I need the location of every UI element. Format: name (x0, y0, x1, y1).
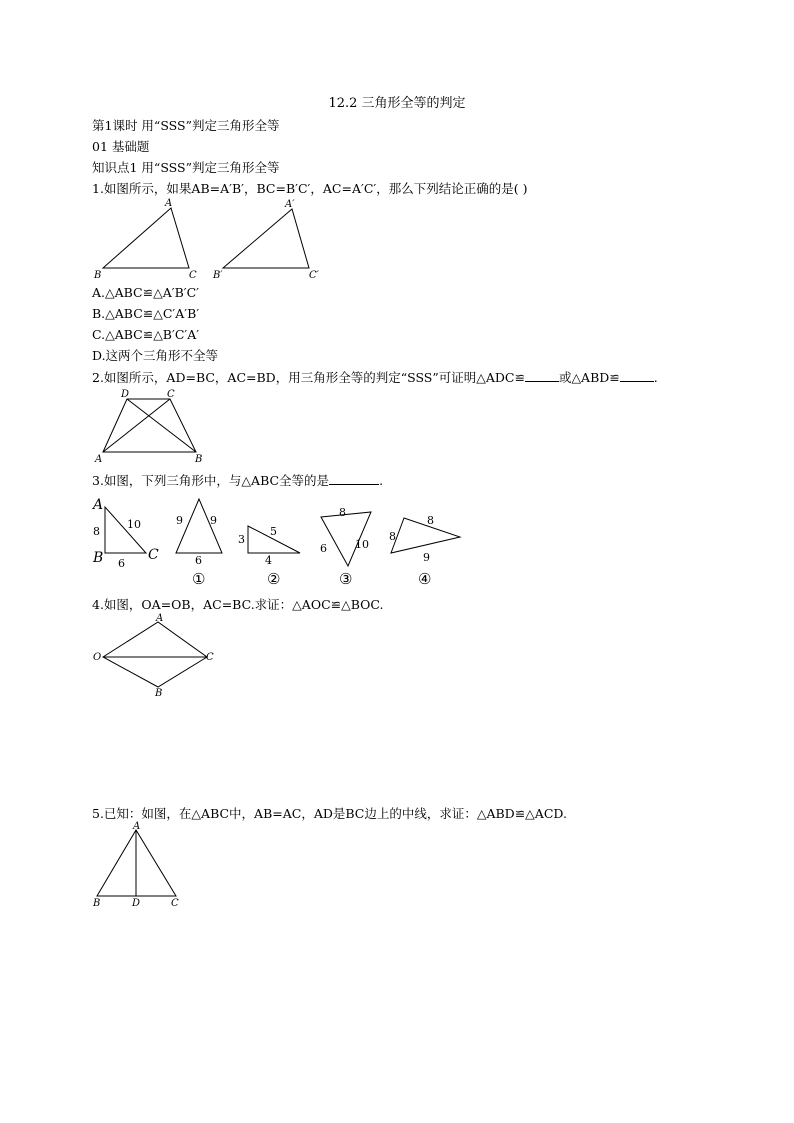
q3-main-side-ac: 10 (127, 518, 141, 531)
q1-label-b: B (94, 270, 102, 281)
q3-marker-4: ④ (418, 570, 432, 588)
q3-main-side-bc: 6 (118, 557, 125, 570)
q4-label-c: C (206, 652, 214, 663)
diagonal-bd (127, 399, 196, 452)
q2-stem-part3: . (653, 370, 658, 385)
q3-stem-part1: 3.如图，下列三角形中，与△ABC全等的是 (92, 473, 330, 488)
q5-label-c: C (171, 898, 179, 909)
q1-label-c1: C′ (309, 270, 319, 281)
q4-kite (103, 622, 207, 687)
q5-label-d: D (132, 898, 141, 909)
q2-label-c: C (167, 389, 175, 400)
q3-fig2-side-bottom: 4 (265, 554, 272, 567)
q2-figure (92, 388, 212, 464)
q1-option-c: C.△ABC≌△B′C′A′ (92, 327, 200, 342)
section-heading: 01 基础题 (92, 139, 150, 154)
q4-figure (90, 612, 220, 698)
q3-stem (92, 472, 383, 489)
q2-blank-2 (620, 369, 654, 382)
q1-option-b: B.△ABC≌△C′A′B′ (92, 306, 200, 321)
q1-option-d: D.这两个三角形不全等 (92, 348, 219, 363)
q4-label-o: O (93, 652, 102, 663)
q4-label-a: A (156, 613, 164, 624)
q3-fig3-side-top: 8 (339, 506, 346, 519)
q3-fig2-side-left: 3 (238, 533, 245, 546)
q3-fig1-side-bottom: 6 (195, 554, 202, 567)
q3-label-a: A (93, 497, 104, 513)
q3-fig3-side-left: 6 (320, 542, 327, 555)
q2-label-b: B (195, 454, 203, 465)
q1-label-a: A (165, 198, 173, 209)
q1-figure (92, 198, 332, 280)
q2-stem (92, 369, 658, 386)
lesson-heading: 第1课时 用“SSS”判定三角形全等 (92, 118, 280, 133)
q5-label-a: A (133, 821, 141, 832)
q2-label-d: D (121, 389, 130, 400)
trapezoid-abcd (103, 399, 196, 452)
q3-stem-part2: . (379, 473, 384, 488)
q2-blank-1 (525, 369, 559, 382)
q2-label-a: A (95, 454, 103, 465)
triangle-abc (103, 208, 189, 268)
q3-fig2-side-hyp: 5 (270, 525, 277, 538)
q4-label-b: B (155, 688, 163, 699)
page-title: 12.2 三角形全等的判定 (328, 96, 466, 111)
q1-label-c: C (189, 270, 197, 281)
q1-stem: 1.如图所示，如果AB=A′B′，BC=B′C′，AC=A′C′，那么下列结论正确的是( ) (92, 181, 528, 196)
q3-fig4-side-bottom: 9 (423, 551, 430, 564)
q1-label-b1: B′ (213, 270, 223, 281)
q3-blank (329, 472, 379, 485)
q3-marker-2: ② (267, 570, 281, 588)
q1-option-a: A.△ABC≌△A′B′C′ (92, 285, 200, 300)
triangle-a1b1c1 (223, 209, 309, 268)
q2-stem-part2: 或△ABD≌ (558, 370, 620, 385)
diagonal-ac (103, 399, 170, 452)
q3-label-c: C (148, 547, 159, 563)
q1-label-a1: A′ (285, 199, 295, 210)
q3-label-b: B (93, 550, 104, 566)
q3-fig1-side-left: 9 (176, 514, 183, 527)
q3-fig4-side-left: 8 (389, 530, 396, 543)
q3-fig1-side-right: 9 (210, 514, 217, 527)
q3-marker-3: ③ (339, 570, 353, 588)
q3-figure (90, 494, 470, 590)
q3-fig3-side-right: 10 (355, 538, 369, 551)
q5-figure (90, 820, 190, 908)
knowledge-point-heading: 知识点1 用“SSS”判定三角形全等 (92, 160, 280, 175)
q3-marker-1: ① (192, 570, 206, 588)
q4-stem: 4.如图，OA=OB，AC=BC.求证：△AOC≌△BOC. (92, 597, 384, 612)
q3-triangle-4 (391, 518, 460, 553)
q2-stem-part1: 2.如图所示，AD=BC，AC=BD，用三角形全等的判定“SSS”可证明△ADC≌ (92, 370, 525, 385)
q5-label-b: B (93, 898, 101, 909)
q3-main-side-ab: 8 (93, 525, 100, 538)
q3-fig4-side-top: 8 (427, 514, 434, 527)
q5-stem: 5.已知：如图，在△ABC中，AB=AC，AD是BC边上的中线，求证：△ABD≌△ACD. (92, 806, 567, 821)
